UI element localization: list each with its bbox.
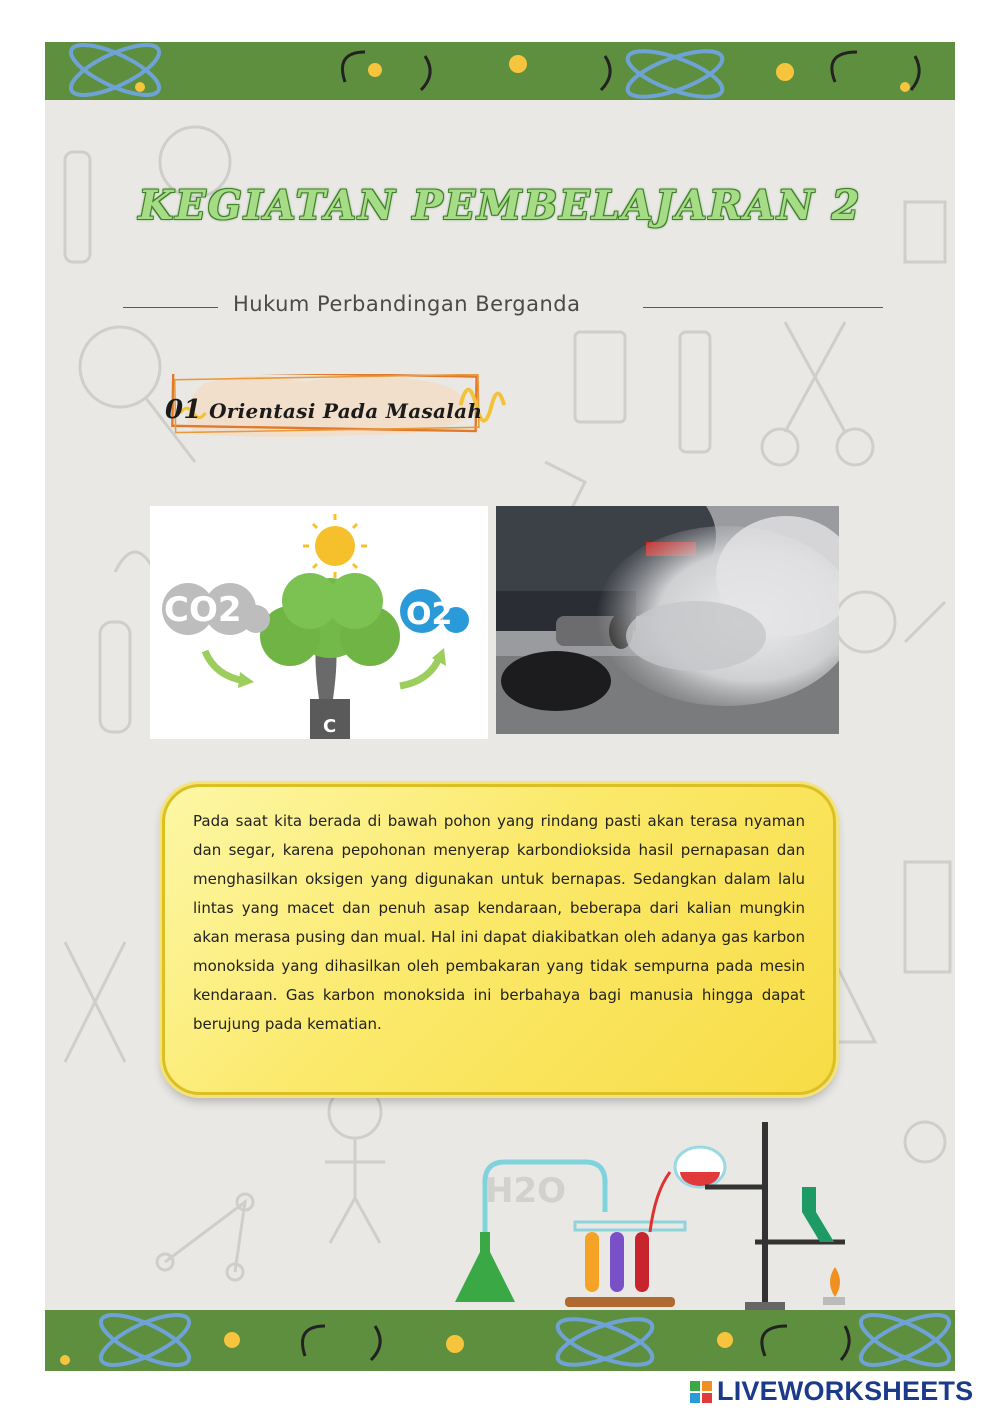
h2o-watermark: H2O	[485, 1171, 567, 1211]
subtitle-row	[123, 292, 883, 322]
subtitle-rule-left	[123, 307, 218, 308]
section-label: Orientasi Pada Masalah	[209, 399, 483, 423]
bottom-border-band	[45, 1310, 955, 1371]
worksheet-page	[45, 42, 955, 1371]
photosynthesis-illustration	[150, 506, 488, 739]
green-flask-icon	[802, 1187, 834, 1242]
liveworksheets-brand[interactable]	[690, 1376, 973, 1404]
lab-equipment-illustration	[425, 1122, 845, 1312]
subtitle-rule-right	[643, 307, 883, 308]
car-exhaust-photo	[496, 506, 839, 734]
problem-paragraph: Pada saat kita berada di bawah pohon yang rindang pasti akan terasa nyaman dan segar, karena pepohonan menyerap karbondioksida hasil pernapasan dan menghasilkan oksigen yang digunakan untuk bernapas. Sedangkan dalam lalu lintas yang macet dan penuh asap kendaraan, beberapa dari kalian mungkin akan merasa pusing dan mual. Hal ini dapat diakibatkan oleh adanya gas karbon monoksida yang dihasilkan oleh pembakaran yang tidak sempurna pada mesin kendaraan. Gas karbon monoksida ini berbahaya bagi manusia hingga dapat berujung pada kematian.	[193, 812, 805, 1033]
co2-bubble-icon	[162, 583, 270, 635]
flame-icon	[830, 1267, 840, 1297]
o2-label: O2	[406, 597, 453, 632]
page-title: KEGIATAN PEMBELAJARAN 2	[138, 182, 862, 229]
o2-bubble-icon	[400, 589, 469, 633]
top-border-band	[45, 42, 955, 100]
section-number: 01	[165, 395, 202, 425]
carbon-label: C	[323, 716, 337, 737]
brand-text: LIVEWORKSHEETS	[717, 1376, 974, 1406]
flask-icon	[455, 1232, 515, 1302]
sun-icon	[303, 514, 367, 578]
co2-label: CO2	[164, 590, 242, 630]
problem-text-box	[162, 784, 836, 1095]
tree-icon	[260, 573, 400, 739]
section-heading	[165, 395, 482, 425]
liveworksheets-logo-icon	[690, 1381, 714, 1403]
subtitle: Hukum Perbandingan Berganda	[233, 292, 581, 316]
